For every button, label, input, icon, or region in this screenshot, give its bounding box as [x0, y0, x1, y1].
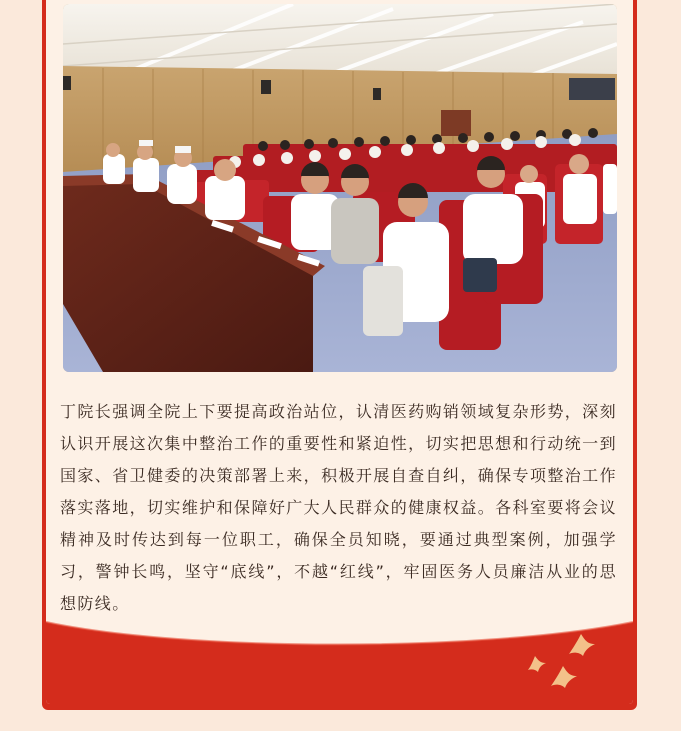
dove-icon — [525, 630, 605, 690]
meeting-photo — [63, 4, 617, 372]
meeting-photo-illustration — [63, 4, 617, 372]
article-paragraph: 丁院长强调全院上下要提高政治站位，认清医药购销领域复杂形势，深刻认识开展这次集中整治工作的重要性和紧迫性，切实把思想和行动统一到国家、省卫健委的决策部署上来，积极开展自查自纠，确保专项整治工作落实落地，切实维护和保障好广大人民群众的健康权益。各科室要将会议精神及时传达到每一位职工，确保全员知晓，要通过典型案例，加强学习，警钟长鸣，坚守“底线”，不越“红线”，牢固医务人员廉洁从业的思想防线。 — [60, 402, 617, 613]
article-card-inner — [46, 0, 633, 704]
article-card — [42, 0, 637, 710]
